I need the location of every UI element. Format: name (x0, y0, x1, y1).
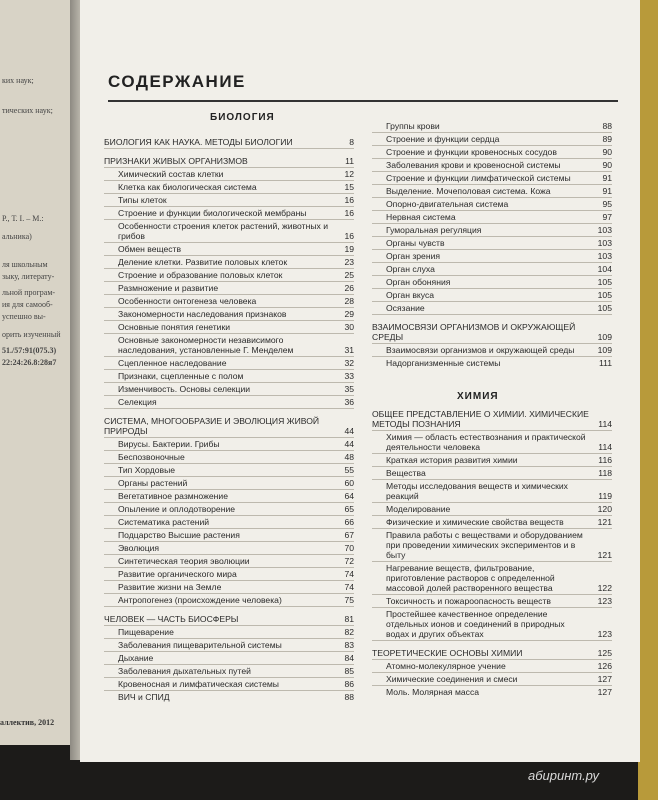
toc-entry (372, 302, 612, 315)
toc-title: Выделение. Мочеполовая система. Кожа (386, 186, 551, 196)
toc-title: Закономерности наследования признаков (118, 309, 287, 319)
toc-title: Заболевания крови и кровеносной системы (386, 160, 561, 170)
left-text: тических наук; (2, 106, 53, 115)
toc-entry (104, 415, 354, 438)
toc-entry (372, 120, 612, 133)
toc-page: 66 (344, 517, 354, 527)
toc-page: 105 (597, 277, 612, 287)
toc-title: Признаки, сцепленные с полом (118, 371, 244, 381)
left-bottom-text: аллектив, 2012 (0, 718, 55, 727)
toc-title: Орган слуха (386, 264, 435, 274)
left-text: орить изученный (2, 330, 61, 339)
toc-page: 72 (344, 556, 354, 566)
toc-page: 44 (344, 426, 354, 436)
toc-entry (372, 344, 612, 357)
toc-page: 91 (602, 173, 612, 183)
toc-entry (104, 613, 354, 626)
left-text: Р., Т. I. – М.: (2, 214, 44, 223)
toc-page: 19 (344, 244, 354, 254)
toc-entry (104, 396, 354, 409)
toc-page: 122 (597, 583, 612, 593)
toc-page: 88 (344, 692, 354, 702)
toc-page: 123 (597, 596, 612, 606)
toc-title: Орган обоняния (386, 277, 451, 287)
toc-page: 121 (597, 517, 612, 527)
toc-title: Гуморальная регуляция (386, 225, 482, 235)
toc-page: 67 (344, 530, 354, 540)
toc-page: 16 (344, 195, 354, 205)
toc-page: 103 (597, 251, 612, 261)
toc-entry (372, 276, 612, 289)
toc-entry (372, 211, 612, 224)
toc-page: 32 (344, 358, 354, 368)
toc-page: 86 (344, 679, 354, 689)
toc-page: 12 (344, 169, 354, 179)
toc-page: 127 (597, 687, 612, 697)
toc-page: 116 (598, 455, 612, 465)
toc-entry (104, 652, 354, 665)
toc-page: 48 (344, 452, 354, 462)
toc-title: ЧЕЛОВЕК — ЧАСТЬ БИОСФЕРЫ (104, 614, 239, 624)
toc-title: СИСТЕМА, МНОГООБРАЗИЕ И ЭВОЛЮЦИЯ ЖИВОЙ ПРИРОДЫ (104, 416, 320, 436)
toc-entry (104, 136, 354, 149)
toc-title: Строение и функции кровеносных сосудов (386, 147, 557, 157)
toc-entry (104, 451, 354, 464)
toc-title: Вегетативное размножение (118, 491, 228, 501)
left-text: льной програм- (2, 288, 56, 297)
toc-entry (104, 334, 354, 357)
toc-entry (372, 467, 612, 480)
toc-page: 31 (344, 345, 354, 355)
toc-title: Простейшее качественное определение отдельных ионов и соединений в природных водах и других объектах (386, 609, 565, 639)
toc-page: 111 (598, 358, 612, 368)
toc-entry (104, 383, 354, 396)
toc-title: Взаимосвязи организмов и окружающей среды (386, 345, 575, 355)
toc-entry (372, 250, 612, 263)
toc-page: 91 (602, 186, 612, 196)
toc-page: 35 (344, 384, 354, 394)
toc-title: Вирусы. Бактерии. Грибы (118, 439, 220, 449)
toc-entry (372, 321, 612, 344)
toc-page: 90 (602, 160, 612, 170)
toc-title: Эволюция (118, 543, 160, 553)
toc-page: 55 (344, 465, 354, 475)
toc-title: Кровеносная и лимфатическая системы (118, 679, 279, 689)
left-text: зыку, литерату- (2, 272, 55, 281)
toc-entry (104, 220, 354, 243)
toc-title: Селекция (118, 397, 157, 407)
left-text: альника) (2, 232, 32, 241)
toc-title: Обмен веществ (118, 244, 182, 254)
toc-title: Развитие органического мира (118, 569, 237, 579)
toc-page: 15 (344, 182, 354, 192)
watermark: абиринт.ру (528, 768, 599, 783)
toc-page: 103 (597, 238, 612, 248)
toc-page: 109 (597, 332, 612, 342)
toc-page: 88 (602, 121, 612, 131)
toc-title: ВИЧ и СПИД (118, 692, 170, 702)
toc-page: 103 (597, 225, 612, 235)
toc-entry (104, 464, 354, 477)
toc-entry (104, 357, 354, 370)
toc-title: ОБЩЕЕ ПРЕДСТАВЛЕНИЕ О ХИМИИ. ХИМИЧЕСКИЕ МЕТОДЫ ПОЗНАНИЯ (372, 409, 589, 429)
toc-title: Строение и функции сердца (386, 134, 500, 144)
toc-title: Органы чувств (386, 238, 445, 248)
toc-entry (372, 647, 612, 660)
toc-page: 118 (598, 468, 612, 478)
toc-entry (372, 185, 612, 198)
toc-title: Беспозвоночные (118, 452, 185, 462)
toc-entry (104, 295, 354, 308)
toc-title: Химия — область естествознания и практической деятельности человека (386, 432, 586, 452)
toc-title: Химический состав клетки (118, 169, 224, 179)
toc-title: Осязание (386, 303, 425, 313)
toc-title: Изменчивость. Основы селекции (118, 384, 251, 394)
toc-title: Токсичность и пожароопасность веществ (386, 596, 551, 606)
toc-entry (372, 454, 612, 467)
toc-page: 105 (597, 290, 612, 300)
toc-entry (104, 665, 354, 678)
toc-entry (104, 207, 354, 220)
toc-title: Основные понятия генетики (118, 322, 231, 332)
toc-entry (372, 503, 612, 516)
toc-title: Особенности онтогенеза человека (118, 296, 257, 306)
toc-page: 65 (344, 504, 354, 514)
toc-entry (372, 673, 612, 686)
toc-page: 123 (597, 629, 612, 639)
toc-entry (104, 438, 354, 451)
toc-entry (104, 490, 354, 503)
toc-page: 33 (344, 371, 354, 381)
toc-page: 105 (597, 303, 612, 313)
toc-page: 70 (344, 543, 354, 553)
biology-heading: БИОЛОГИЯ (210, 112, 275, 123)
toc-title: БИОЛОГИЯ КАК НАУКА. МЕТОДЫ БИОЛОГИИ (104, 137, 293, 147)
toc-page: 109 (597, 345, 612, 355)
toc-page: 60 (344, 478, 354, 488)
toc-entry (104, 308, 354, 321)
toc-entry (104, 568, 354, 581)
toc-entry (372, 480, 612, 503)
toc-entry (104, 691, 354, 703)
toc-title: Развитие жизни на Земле (118, 582, 222, 592)
toc-title: Подцарство Высшие растения (118, 530, 240, 540)
toc-entry (104, 542, 354, 555)
toc-entry (372, 172, 612, 185)
left-text: 51./57:91(075.3) (2, 346, 57, 355)
left-text: ких наук; (2, 76, 34, 85)
toc-entry (104, 321, 354, 334)
toc-entry (372, 686, 612, 698)
toc-title: Группы крови (386, 121, 440, 131)
left-text: успешно вы- (2, 312, 46, 321)
toc-entry (104, 555, 354, 568)
toc-title: Надорганизменные системы (386, 358, 501, 368)
toc-title: Заболевания дыхательных путей (118, 666, 251, 676)
toc-entry (372, 146, 612, 159)
toc-title: Строение и образование половых клеток (118, 270, 283, 280)
toc-page: 119 (598, 491, 612, 501)
toc-title: ВЗАИМОСВЯЗИ ОРГАНИЗМОВ И ОКРУЖАЮЩЕЙ СРЕДЫ (372, 322, 576, 342)
toc-title: Основные закономерности независимого наследования, установленные Г. Менделем (118, 335, 294, 355)
toc-page: 30 (344, 322, 354, 332)
toc-entry (372, 516, 612, 529)
toc-entry (104, 529, 354, 542)
toc-page: 83 (344, 640, 354, 650)
toc-title: Деление клетки. Развитие половых клеток (118, 257, 288, 267)
toc-title: Нервная система (386, 212, 456, 222)
toc-page: 126 (597, 661, 612, 671)
toc-entry (104, 370, 354, 383)
toc-entry (104, 168, 354, 181)
toc-entry (104, 503, 354, 516)
toc-entry (372, 237, 612, 250)
toc-page: 114 (598, 419, 612, 429)
toc-page: 121 (597, 550, 612, 560)
toc-entry (104, 181, 354, 194)
toc-entry (104, 194, 354, 207)
toc-title: Химические соединения и смеси (386, 674, 518, 684)
toc-page: 104 (597, 264, 612, 274)
toc-entry (104, 282, 354, 295)
toc-title: Методы исследования веществ и химических реакций (386, 481, 568, 501)
toc-entry (104, 269, 354, 282)
toc-page: 64 (344, 491, 354, 501)
toc-title: Вещества (386, 468, 426, 478)
toc-title: Моль. Молярная масса (386, 687, 480, 697)
toc-page: 8 (349, 137, 354, 147)
toc-title: Размножение и развитие (118, 283, 219, 293)
toc-entry (104, 477, 354, 490)
toc-page: 81 (344, 614, 354, 624)
toc-title: Дыхание (118, 653, 154, 663)
left-text: 22:24:26.8:28я7 (2, 358, 57, 367)
toc-entry (104, 243, 354, 256)
toc-page: 95 (602, 199, 612, 209)
title-rule (108, 100, 618, 102)
left-text: ля школьным (2, 260, 48, 269)
toc-page: 127 (597, 674, 612, 684)
toc-page: 44 (344, 439, 354, 449)
toc-entry (372, 562, 612, 595)
toc-title: ТЕОРЕТИЧЕСКИЕ ОСНОВЫ ХИМИИ (372, 648, 523, 658)
toc-page: 26 (344, 283, 354, 293)
toc-page: 16 (344, 208, 354, 218)
toc-title: Физические и химические свойства веществ (386, 517, 564, 527)
toc-entry (372, 595, 612, 608)
toc-title: Заболевания пищеварительной системы (118, 640, 282, 650)
toc-title: Синтетическая теория эволюции (118, 556, 250, 566)
toc-page: 36 (344, 397, 354, 407)
toc-page: 97 (602, 212, 612, 222)
toc-page: 16 (344, 231, 354, 241)
biology-right-column (372, 120, 612, 698)
toc-entry (372, 408, 612, 431)
toc-page: 82 (344, 627, 354, 637)
toc-title: Органы растений (118, 478, 188, 488)
toc-entry (372, 289, 612, 302)
toc-entry (104, 516, 354, 529)
toc-page: 120 (597, 504, 612, 514)
toc-title: Систематика растений (118, 517, 210, 527)
toc-entry (104, 639, 354, 652)
toc-entry (104, 581, 354, 594)
toc-page: 114 (598, 442, 612, 452)
toc-title: Моделирование (386, 504, 451, 514)
toc-title: Клетка как биологическая система (118, 182, 257, 192)
toc-title: Краткая история развития химии (386, 455, 518, 465)
toc-title: ПРИЗНАКИ ЖИВЫХ ОРГАНИЗМОВ (104, 156, 248, 166)
toc-entry (372, 159, 612, 172)
toc-entry (372, 357, 612, 369)
contents-page (80, 0, 640, 762)
toc-entry (372, 198, 612, 211)
toc-page: 25 (344, 270, 354, 280)
toc-entry (104, 594, 354, 607)
toc-title: Строение и функции биологической мембраны (118, 208, 307, 218)
toc-title: Пищеварение (118, 627, 174, 637)
page-title: СОДЕРЖАНИЕ (108, 72, 246, 91)
toc-page: 28 (344, 296, 354, 306)
toc-entry (104, 155, 354, 168)
toc-entry (104, 678, 354, 691)
toc-title: Особенности строения клеток растений, животных и грибов (118, 221, 328, 241)
toc-title: Атомно-молекулярное учение (386, 661, 506, 671)
toc-title: Нагревание веществ, фильтрование, приготовление растворов с определенной массовой долей растворенного вещества (386, 563, 555, 593)
toc-entry (372, 660, 612, 673)
toc-title: Сцепленное наследование (118, 358, 227, 368)
toc-entry (104, 256, 354, 269)
toc-page: 74 (344, 569, 354, 579)
toc-title: Тип Хордовые (118, 465, 176, 475)
toc-page: 84 (344, 653, 354, 663)
toc-title: Орган вкуса (386, 290, 435, 300)
toc-title: Орган зрения (386, 251, 441, 261)
toc-page: 125 (597, 648, 612, 658)
toc-page: 74 (344, 582, 354, 592)
toc-entry (372, 224, 612, 237)
toc-page: 23 (344, 257, 354, 267)
toc-entry (372, 263, 612, 276)
toc-entry (372, 133, 612, 146)
chemistry-heading: ХИМИЯ (457, 391, 499, 402)
toc-title: Типы клеток (118, 195, 167, 205)
toc-title: Строение и функции лимфатической системы (386, 173, 571, 183)
toc-entry (372, 608, 612, 641)
toc-page: 85 (344, 666, 354, 676)
toc-title: Правила работы с веществами и оборудованием при проведении химических экспериментов и в быту (386, 530, 583, 560)
toc-page: 75 (344, 595, 354, 605)
toc-entry (372, 431, 612, 454)
toc-title: Опыление и оплодотворение (118, 504, 236, 514)
toc-page: 29 (344, 309, 354, 319)
toc-entry (104, 626, 354, 639)
left-text: ия для самооб- (2, 300, 53, 309)
left-page (0, 0, 78, 745)
toc-page: 90 (602, 147, 612, 157)
biology-left-column (104, 136, 354, 703)
toc-entry (372, 529, 612, 562)
toc-page: 89 (602, 134, 612, 144)
toc-title: Опорно-двигательная система (386, 199, 509, 209)
toc-title: Антропогенез (происхождение человека) (118, 595, 282, 605)
toc-page: 11 (345, 156, 354, 166)
